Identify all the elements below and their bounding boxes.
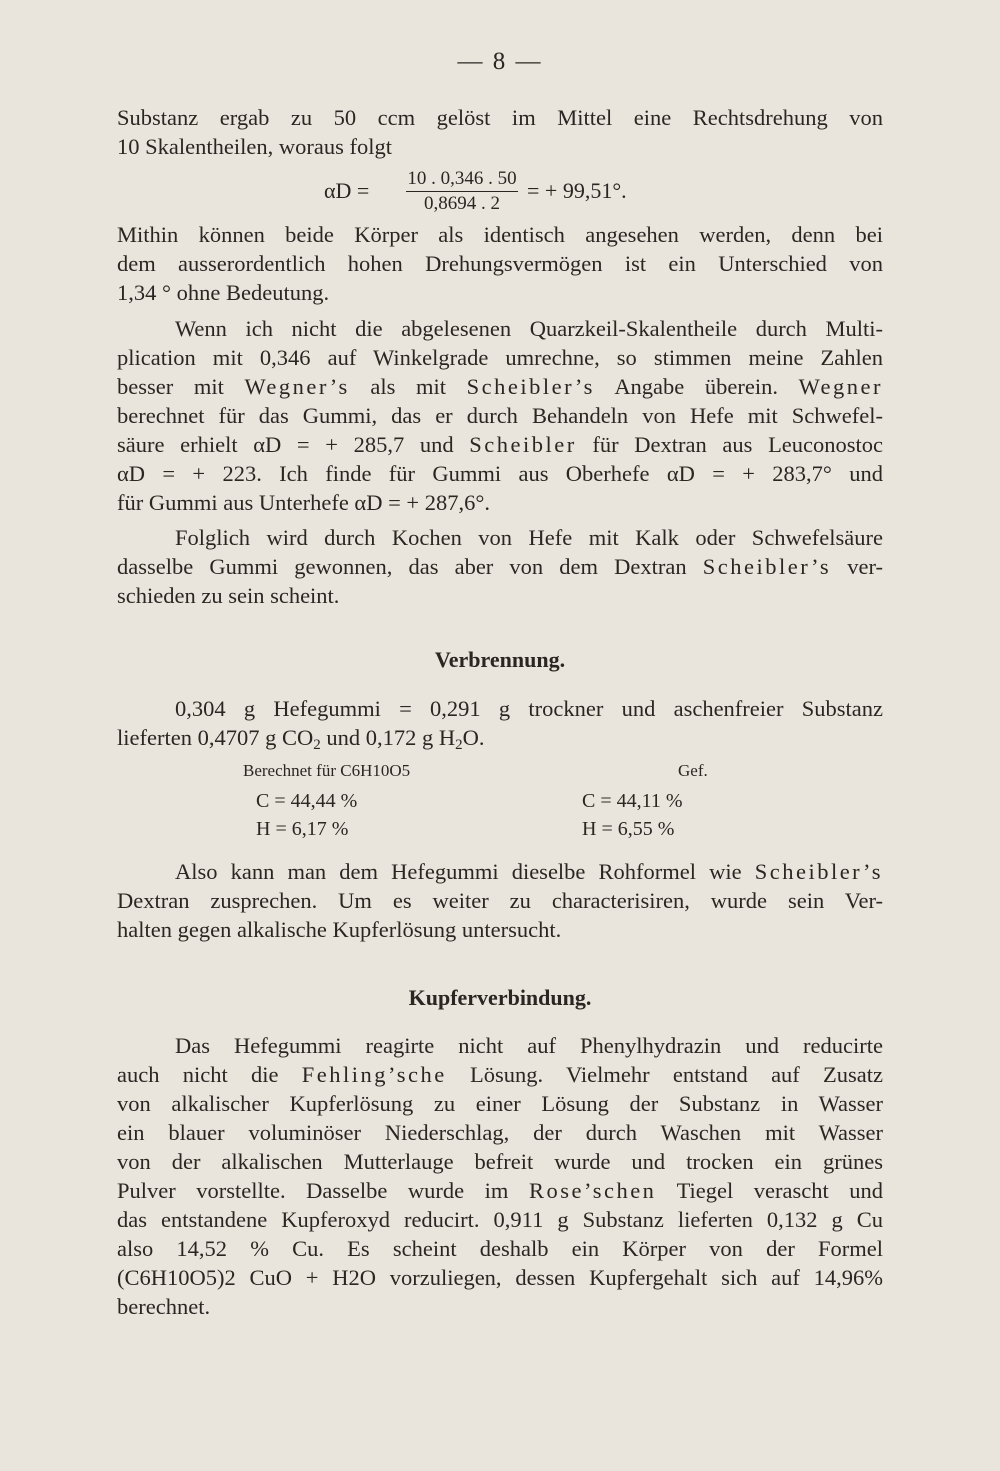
para3-line: Folglich wird durch Kochen von Hefe mit Kalk oder Schwefelsäure [175,525,883,550]
para4-line: 0,304 g Hefegummi = 0,291 g trockner und aschenfreier Substanz [175,696,883,721]
para6-line: (C6H10O5)2 CuO + H2O vorzuliegen, dessen Kupfergehalt sich auf 14,96% [117,1265,883,1290]
formula-fraction [406,167,518,216]
para2-line: Wenn ich nicht die abgelesenen Quarzkeil-Skalentheile durch Multi- [175,316,883,341]
intro-line-2: 10 Skalentheilen, woraus folgt [117,134,392,159]
para6-line: von der alkalischen Mutterlauge befreit wurde und trocken ein grünes [117,1149,883,1174]
table-c-calc: C = 44,44 % [256,790,358,812]
intro-line-1: Substanz ergab zu 50 ccm gelöst im Mittel eine Rechtsdrehung von [117,105,883,130]
para6-line: Das Hefegummi reagirte nicht auf Phenylhydrazin und reducirte [175,1033,883,1058]
para6-line: von alkalischer Kupferlösung zu einer Lösung der Substanz in Wasser [117,1091,883,1116]
table-found-label: Gef. [678,761,708,780]
formula-denominator: 0,8694 . 2 [424,193,500,214]
formula-lhs: αD = [324,178,370,203]
para6-line: Pulver vorstellte. Dasselbe wurde im Rose’schen Tiegel verascht und [117,1178,884,1203]
para1-line: 1,34 ° ohne Bedeutung. [117,280,330,305]
para2-line: αD = + 223. Ich finde für Gummi aus Oberhefe αD = + 283,7° und [117,461,883,486]
formula-rhs: = + 99,51°. [527,178,627,203]
para6-line: das entstandene Kupferoxyd reducirt. 0,911 g Substanz lieferten 0,132 g Cu [117,1207,883,1232]
formula-numerator: 10 . 0,346 . 50 [406,167,518,192]
para3-line: dasselbe Gummi gewonnen, das aber von dem Dextran Scheibler’s ver- [117,554,884,579]
para5-line: Dextran zusprechen. Um es weiter zu characterisiren, wurde sein Ver- [117,888,883,913]
para2-line: säure erhielt αD = + 285,7 und Scheibler für Dextran aus Leuconostoc [117,432,884,457]
page-number: — 8 — [457,48,543,75]
para1-line: dem ausserordentlich hohen Drehungsvermögen ist ein Unterschied von [117,251,883,276]
table-h-calc: H = 6,17 % [256,818,349,840]
rotation-formula [324,167,724,217]
section-heading-kupferverbindung: Kupferverbindung. [408,985,592,1010]
table-c-found: C = 44,11 % [582,790,683,812]
para2-line: für Gummi aus Unterhefe αD = + 287,6°. [117,490,490,515]
section-heading-verbrennung: Verbrennung. [434,647,566,672]
para5-line: Also kann man dem Hefegummi dieselbe Rohformel wie Scheibler’s [175,859,884,884]
para1-line: Mithin können beide Körper als identisch angesehen werden, denn bei [117,222,883,247]
para2-line: berechnet für das Gummi, das er durch Behandeln von Hefe mit Schwefel- [117,403,883,428]
para6-line: also 14,52 % Cu. Es scheint deshalb ein Körper von der Formel [117,1236,883,1261]
para3-line: schieden zu sein scheint. [117,583,340,608]
para2-line: plication mit 0,346 auf Winkelgrade umrechne, so stimmen meine Zahlen [117,345,883,370]
para5-line: halten gegen alkalische Kupferlösung untersucht. [117,917,562,942]
table-h-found: H = 6,55 % [582,818,675,840]
para4-line: lieferten 0,4707 g $CO_2$ und 0,172 g $H_2O$. [117,725,485,753]
para6-line: auch nicht die Fehling’sche Lösung. Vielmehr entstand auf Zusatz [117,1062,884,1087]
table-calc-label: Berechnet für C6H10O5 [243,761,411,780]
para2-line: besser mit Wegner’s als mit Scheibler’s Angabe überein. Wegner [117,374,884,399]
para6-line: ein blauer voluminöser Niederschlag, der durch Waschen mit Wasser [117,1120,883,1145]
para6-line: berechnet. [117,1294,211,1319]
